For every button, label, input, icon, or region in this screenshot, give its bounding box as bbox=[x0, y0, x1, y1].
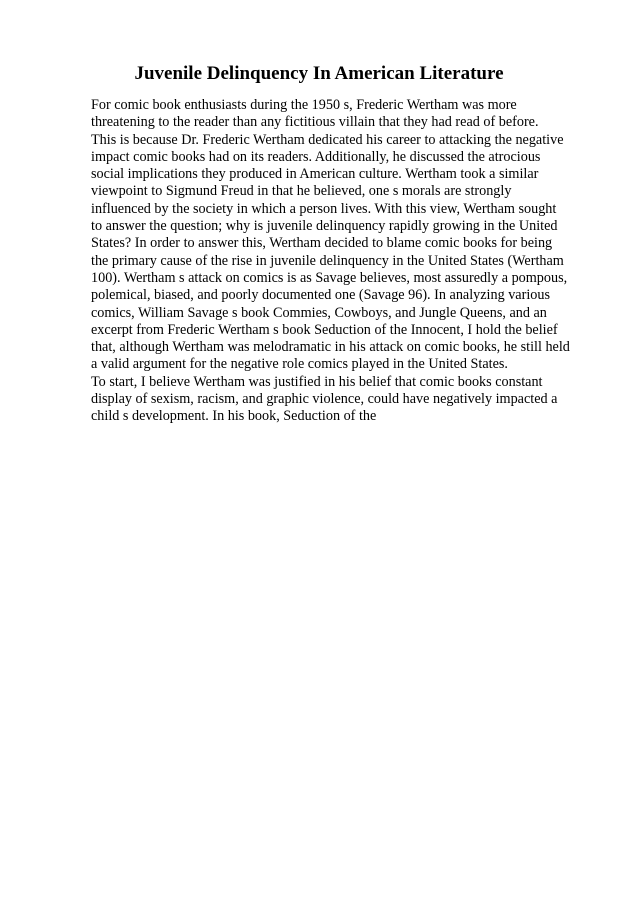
text-line: influenced by the society in which a person lives. With this view, Wertham sought bbox=[91, 200, 557, 217]
text-line: a valid argument for the negative role comics played in the United States. bbox=[91, 356, 508, 373]
text-line: This is because Dr. Frederic Wertham dedicated his career to attacking the negative bbox=[91, 131, 564, 148]
text-line: the primary cause of the rise in juvenile delinquency in the United States (Wertham bbox=[91, 252, 564, 269]
document-body bbox=[91, 97, 591, 426]
text-line: to answer the question; why is juvenile delinquency rapidly growing in the United bbox=[91, 218, 558, 235]
text-line: polemical, biased, and poorly documented one (Savage 96). In analyzing various bbox=[91, 287, 550, 304]
text-line: display of sexism, racism, and graphic violence, could have negatively impacted a bbox=[91, 391, 558, 408]
text-line: child s development. In his book, Seduction of the bbox=[91, 408, 377, 425]
document-title: Juvenile Delinquency In American Literature bbox=[134, 63, 504, 84]
text-line: 100). Wertham s attack on comics is as Savage believes, most assuredly a pompous, bbox=[91, 269, 568, 286]
text-line: impact comic books had on its readers. Additionally, he discussed the atrocious bbox=[91, 148, 541, 165]
text-line: To start, I believe Wertham was justified in his belief that comic books constant bbox=[91, 373, 543, 390]
text-line: threatening to the reader than any fictitious villain that they had read of before. bbox=[91, 114, 539, 131]
text-line: For comic book enthusiasts during the 1950 s, Frederic Wertham was more bbox=[91, 97, 517, 113]
text-line: excerpt from Frederic Wertham s book Seduction of the Innocent, I hold the belief bbox=[91, 321, 558, 338]
text-line: States? In order to answer this, Wertham decided to blame comic books for being bbox=[91, 235, 553, 252]
text-line: viewpoint to Sigmund Freud in that he believed, one s morals are strongly bbox=[91, 183, 512, 200]
text-line: social implications they produced in American culture. Wertham took a similar bbox=[91, 166, 539, 183]
text-line: comics, William Savage s book Commies, Cowboys, and Jungle Queens, and an bbox=[91, 304, 547, 321]
text-line: that, although Wertham was melodramatic in his attack on comic books, he still held bbox=[91, 339, 570, 356]
